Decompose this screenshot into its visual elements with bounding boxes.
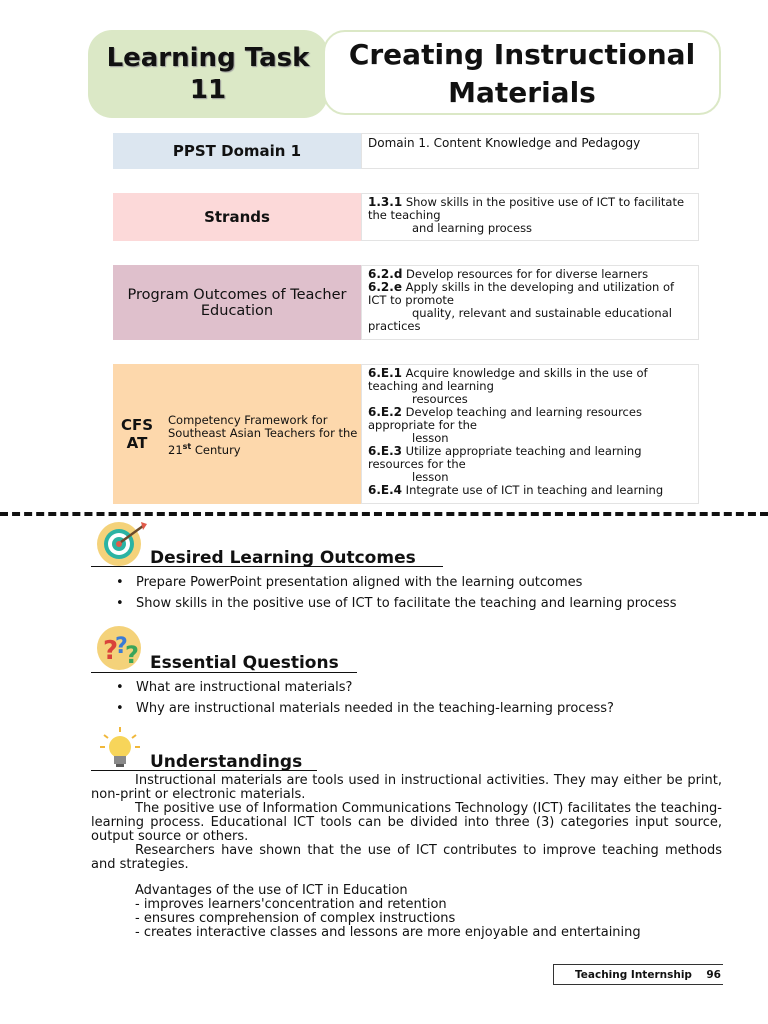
desired-outcomes-title: Desired Learning Outcomes (150, 548, 416, 568)
desired-outcomes-underline (91, 566, 443, 567)
advantages-list (135, 884, 735, 940)
understandings-underline (91, 770, 317, 771)
lesson-title-line2: Materials (448, 76, 596, 109)
list-item: - ensures comprehension of complex instructions (135, 911, 456, 926)
cfsat-code: 6.E.4 (368, 483, 403, 497)
cfsat-text: Integrate use of ICT in teaching and learning (402, 483, 664, 497)
list-item: - creates interactive classes and lessons are more enjoyable and entertaining (135, 925, 641, 940)
advantages-title: Advantages of the use of ICT in Education (135, 883, 408, 898)
cfsat-content (361, 364, 699, 504)
cfsat-item (368, 484, 692, 497)
section-divider (0, 512, 768, 516)
desired-outcomes-list (110, 572, 750, 614)
ppst-domain-content (361, 133, 699, 169)
cfsat-label: CFS AT (120, 416, 154, 452)
list-item: • Show skills in the positive use of ICT to facilitate the teaching and learning process (110, 593, 750, 614)
program-outcomes-label: Program Outcomes of Teacher Education (113, 265, 361, 340)
essential-questions-list (110, 677, 750, 719)
question-icon (95, 625, 147, 671)
cfsat-item (368, 367, 692, 393)
list-item: • Prepare PowerPoint presentation aligned with the learning outcomes (110, 572, 750, 593)
understandings-title: Understandings (150, 752, 303, 772)
cfsat-item (368, 406, 692, 432)
learning-task-title-line1: Learning Task (106, 43, 310, 73)
ppst-domain-label: PPST Domain 1 (113, 133, 361, 169)
ppst-domain-text: Domain 1. Content Knowledge and Pedagogy (368, 136, 641, 150)
cfsat-text: Acquire knowledge and skills in the use of teaching and learning (368, 366, 648, 393)
list-item: • Why are instructional materials needed in the teaching-learning process? (110, 698, 750, 719)
learning-task-title (80, 42, 336, 106)
page-footer (553, 964, 723, 985)
essential-questions-underline (91, 672, 357, 673)
svg-text:?: ? (125, 641, 139, 669)
cfsat-text: Utilize appropriate teaching and learning resources for the (368, 444, 642, 471)
lesson-title (323, 36, 721, 112)
strand-code: 1.3.1 (368, 195, 403, 209)
paragraph: Researchers have shown that the use of ICT contributes to improve teaching methods and strategies. (91, 843, 722, 872)
cfsat-text-continued: lesson (412, 470, 449, 484)
paragraph: Instructional materials are tools used in instructional activities. They may either be print, non-print or electronic materials. (91, 773, 722, 802)
paragraph: The positive use of Information Communications Technology (ICT) facilitates the teaching-learning process. Educational ICT tools can be divided into three (3) categories input source, output source or others. (91, 801, 722, 844)
outcome-code: 6.2.d (368, 267, 403, 281)
cfsat-text-continued: lesson (412, 431, 449, 445)
outcome-code: 6.2.e (368, 280, 402, 294)
outcome-text: Develop resources for for diverse learners (402, 267, 649, 281)
page-number: 96 (706, 968, 721, 981)
target-icon (95, 520, 149, 568)
outcome-text: Apply skills in the developing and utilization of ICT to promote (368, 280, 675, 307)
strand-text-continued: and learning process (412, 221, 533, 235)
outcome-text-continued: quality, relevant and sustainable educational practices (368, 306, 672, 333)
list-item: • What are instructional materials? (110, 677, 750, 698)
cfsat-text: Develop teaching and learning resources appropriate for the (368, 405, 642, 432)
lightbulb-icon (98, 725, 142, 771)
strands-label: Strands (113, 193, 361, 241)
svg-text:?: ? (115, 634, 128, 659)
cfsat-description-superscript: st (182, 442, 192, 451)
program-outcomes-content (361, 265, 699, 340)
essential-questions-title: Essential Questions (150, 653, 339, 673)
cfsat-item (368, 445, 692, 471)
understandings-paragraphs (91, 774, 722, 872)
svg-text:?: ? (103, 636, 119, 666)
strand-text: Show skills in the positive use of ICT to facilitate the teaching (368, 195, 685, 222)
cfsat-description (168, 414, 358, 457)
footer-title: Teaching Internship (575, 968, 692, 981)
cfsat-code: 6.E.3 (368, 444, 403, 458)
cfsat-text-continued: resources (412, 392, 468, 406)
lesson-title-line1: Creating Instructional (348, 38, 696, 71)
cfsat-code: 6.E.2 (368, 405, 403, 419)
list-item: - improves learners'concentration and retention (135, 897, 447, 912)
cfsat-description-text: Competency Framework for Southeast Asian Teachers for the 21 (168, 413, 358, 457)
cfsat-code: 6.E.1 (368, 366, 403, 380)
cfsat-description-end: Century (191, 442, 241, 457)
learning-task-number: 11 (189, 75, 227, 105)
strands-content (361, 193, 699, 241)
